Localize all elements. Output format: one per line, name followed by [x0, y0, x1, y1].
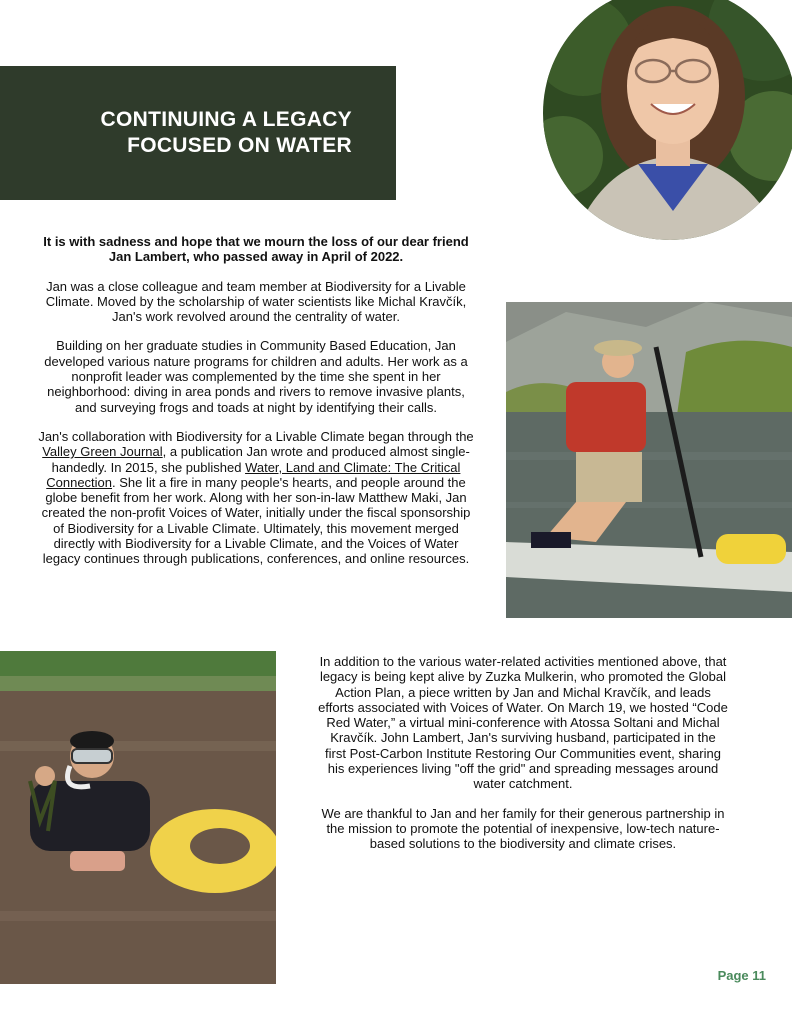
lead-paragraph: It is with sadness and hope that we mourn the loss of our dear friend Jan Lambert, who passed away in April of 2022.: [43, 234, 469, 265]
article-column-right: [318, 654, 728, 866]
title-line-2: FOCUSED ON WATER: [127, 134, 352, 157]
link-water-land-climate[interactable]: Water, Land and Climate: The Critical Connection: [46, 459, 461, 490]
title-line-1: CONTINUING A LEGACY: [100, 108, 352, 131]
link-valley-green-journal[interactable]: Valley Green Journal: [42, 444, 163, 460]
page-number: Page 11: [717, 968, 766, 983]
snorkel-illustration: [0, 651, 276, 984]
paragraph-legacy: In addition to the various water-related activities mentioned above, that legacy is being kept alive by Zuzka Mulkerin, who promoted the Global Action Plan, a piece written by Jan and Michal Kravčík, and leads efforts associated with Voices of Water. On March 19, we hosted “Code Red Water,” a virtual mini-conference with Atossa Soltani and Michal Kravčík. John Lambert, Jan's surviving husband, participated in the first Post-Carbon Institute Restoring Our Communities event, sharing his experiences living "off the grid" and spreading messages around water catchment.: [318, 654, 728, 792]
title-banner: [0, 66, 396, 200]
paragraph-programs: Building on her graduate studies in Community Based Education, Jan developed various nature programs for children and adults. Her work as a nonprofit leader was complemented by the time she spent in her neighborhood: diving in area ponds and rivers to remove invasive plants, and surveying frogs and toads at night by identifying their calls.: [44, 338, 468, 415]
article-column-left: [38, 234, 474, 581]
portrait-illustration: [543, 0, 792, 240]
paragraph-thanks: We are thankful to Jan and her family for their generous partnership in the mission to promote the potential of inexpensive, low-tech nature-based solutions to the biodiversity and climate crises.: [321, 805, 725, 852]
paddleboard-photo: [506, 302, 792, 618]
paragraph-colleague: Jan was a close colleague and team member at Biodiversity for a Livable Climate. Moved by the scholarship of water scientists like Michal Kravčík, Jan's work revolved around the centrality of water.: [45, 278, 467, 325]
snorkel-photo: [0, 651, 276, 984]
paragraph-collaboration: Jan's collaboration with Biodiversity for a Livable Climate began through the Valley Green Journal, a publication Jan wrote and produced almost single-handedly. In 2015, she published Water, Land and Climate: The Critical Connection. She lit a fire in many people's hearts, and people around the globe benefit from her work. Along with her son-in-law Matthew Maki, Jan created the non-profit Voices of Water, initially under the fiscal sponsorship of Biodiversity for a Livable Climate. Ultimately, this movement merged directly with Biodiversity for a Livable Climate, and the Voices of Water legacy continues through publications, conferences, and online resources.: [38, 428, 474, 567]
paddleboard-illustration: [506, 302, 792, 618]
portrait-photo: [543, 0, 792, 240]
